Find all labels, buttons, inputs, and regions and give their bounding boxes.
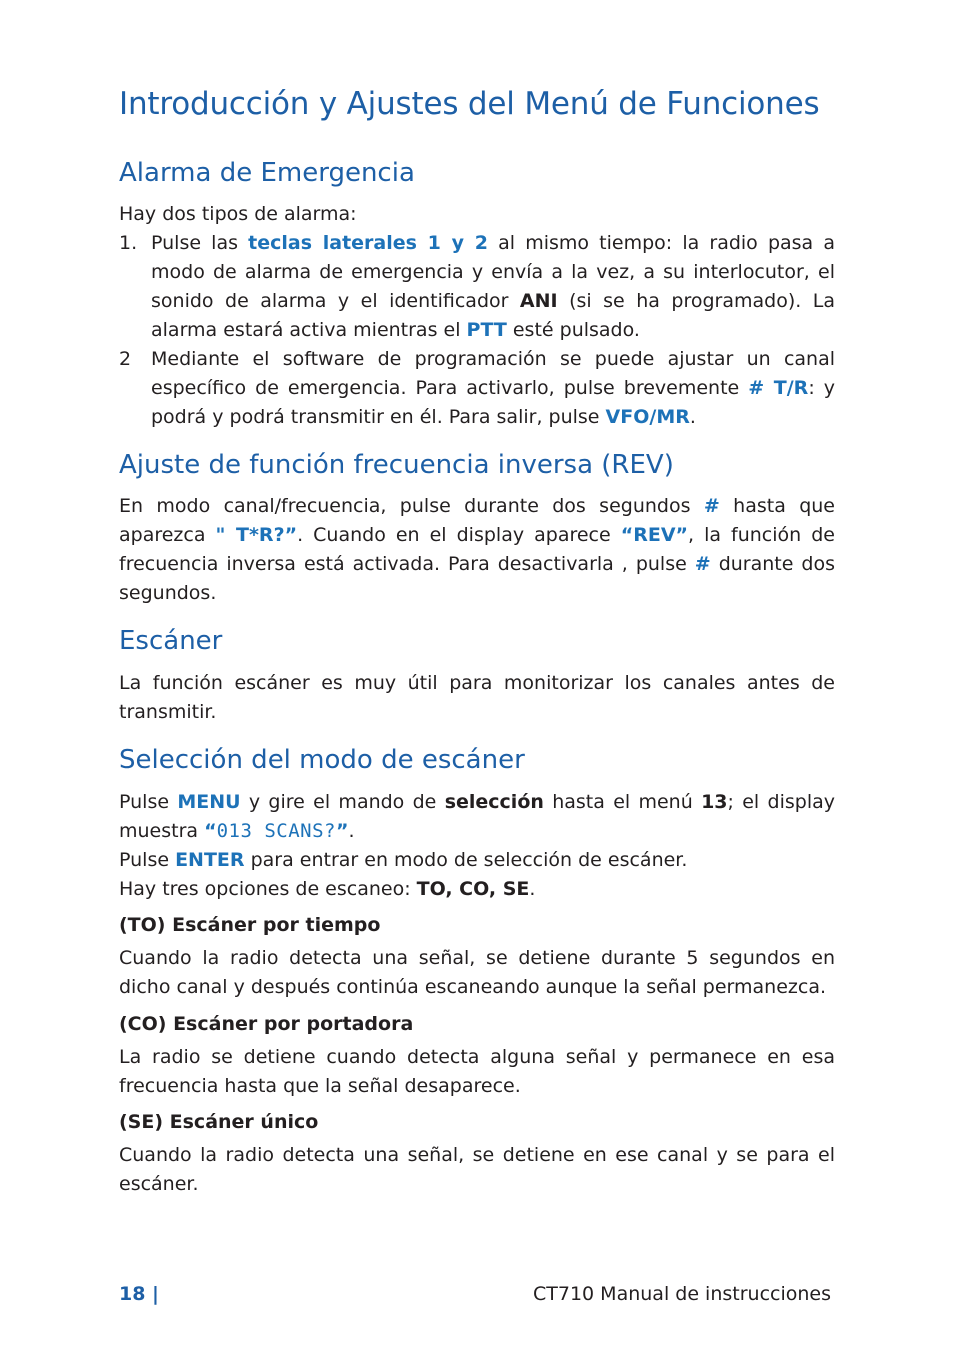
carrier-scan-paragraph: La radio se detiene cuando detecta alguna señal y permanece en esa frecuencia hasta que la señal desaparece. bbox=[119, 1046, 835, 1097]
text: Pulse bbox=[119, 849, 176, 871]
text: Mediante el software de programación se puede ajustar un canal específico de emergencia. Para activarlo, pulse brevemente bbox=[151, 348, 835, 399]
text: y gire el mando de bbox=[240, 791, 445, 813]
list-number: 1. bbox=[119, 232, 138, 254]
keyword-side-keys: teclas laterales 1 y 2 bbox=[248, 232, 488, 254]
keyword-vfo-mr: VFO/MR bbox=[605, 406, 690, 428]
alarm-intro: Hay dos tipos de alarma: bbox=[119, 203, 357, 225]
text: . Cuando en el display aparece bbox=[297, 524, 621, 546]
options-paragraph bbox=[119, 875, 835, 904]
scan-mode-paragraph bbox=[119, 788, 835, 846]
keyword-ani: ANI bbox=[519, 290, 558, 312]
keyword-hash: # bbox=[694, 553, 711, 575]
heading-scanner: Escáner bbox=[119, 626, 223, 656]
text: : y podrá y podrá transmitir en él. Para salir, pulse bbox=[151, 377, 835, 428]
footer-manual-title: CT710 Manual de instrucciones bbox=[533, 1283, 831, 1305]
text: Pulse bbox=[119, 791, 178, 813]
keyword-ptt: PTT bbox=[466, 319, 507, 341]
keyword-selection: selección bbox=[444, 791, 544, 813]
list-item bbox=[119, 229, 835, 345]
subheading-carrier-scan: (CO) Escáner por portadora bbox=[119, 1013, 414, 1035]
text: hasta que aparezca bbox=[119, 495, 835, 546]
text: , la función de frecuencia inversa está activada. Para desactivarla , pulse bbox=[119, 524, 835, 575]
text: ; el display muestra bbox=[119, 791, 835, 842]
keyword-t-r-query: " T*R?” bbox=[215, 524, 298, 546]
text: para entrar en modo de selección de escáner. bbox=[244, 849, 688, 871]
rev-paragraph bbox=[119, 492, 835, 608]
heading-emergency-alarm: Alarma de Emergencia bbox=[119, 158, 415, 188]
text: hasta el menú bbox=[543, 791, 702, 813]
subheading-time-scan: (TO) Escáner por tiempo bbox=[119, 914, 381, 936]
page-number: 18 | bbox=[119, 1283, 159, 1305]
text: esté pulsado. bbox=[506, 319, 640, 341]
text: (si se ha programado). La alarma estará activa mientras el bbox=[151, 290, 835, 341]
scanner-paragraph: La función escáner es muy útil para monitorizar los canales antes de transmitir. bbox=[119, 672, 835, 723]
time-scan-paragraph: Cuando la radio detecta una señal, se detiene durante 5 segundos en dicho canal y después continúa escaneando aunque la señal permanezca. bbox=[119, 947, 835, 998]
list-number: 2 bbox=[119, 348, 132, 370]
text: En modo canal/frecuencia, pulse durante dos segundos bbox=[119, 495, 704, 517]
lcd-display-text: 013 SCANS? bbox=[216, 820, 336, 842]
heading-reverse-frequency: Ajuste de función frecuencia inversa (REV) bbox=[119, 450, 674, 480]
keyword-menu: MENU bbox=[177, 791, 241, 813]
enter-paragraph bbox=[119, 846, 835, 875]
keyword-hash: # bbox=[703, 495, 720, 517]
text: . bbox=[529, 878, 536, 900]
text: Hay tres opciones de escaneo: bbox=[119, 878, 417, 900]
keyword-options: TO, CO, SE bbox=[416, 878, 530, 900]
text: . bbox=[689, 406, 696, 428]
list-text bbox=[151, 345, 835, 432]
page-title: Introducción y Ajustes del Menú de Funciones bbox=[119, 86, 820, 122]
subheading-single-scan: (SE) Escáner único bbox=[119, 1111, 319, 1133]
list-text bbox=[151, 229, 835, 345]
text: durante dos segundos. bbox=[119, 553, 835, 604]
quote-close: ” bbox=[335, 820, 349, 842]
text: . bbox=[348, 820, 355, 842]
text: al mismo tiempo: la radio pasa a modo de alarma de emergencia y envía a la vez, a su interlocutor, el sonido de alarma y el identificador bbox=[151, 232, 835, 312]
heading-scan-mode: Selección del modo de escáner bbox=[119, 745, 525, 775]
text: Pulse las bbox=[151, 232, 249, 254]
quote-open: “ bbox=[204, 820, 217, 842]
single-scan-paragraph: Cuando la radio detecta una señal, se detiene en ese canal y se para el escáner. bbox=[119, 1144, 835, 1195]
keyword-rev: “REV” bbox=[620, 524, 689, 546]
keyword-t-r: # T/R bbox=[748, 377, 809, 399]
keyword-13: 13 bbox=[701, 791, 728, 813]
list-item bbox=[119, 345, 835, 432]
keyword-enter: ENTER bbox=[175, 849, 245, 871]
